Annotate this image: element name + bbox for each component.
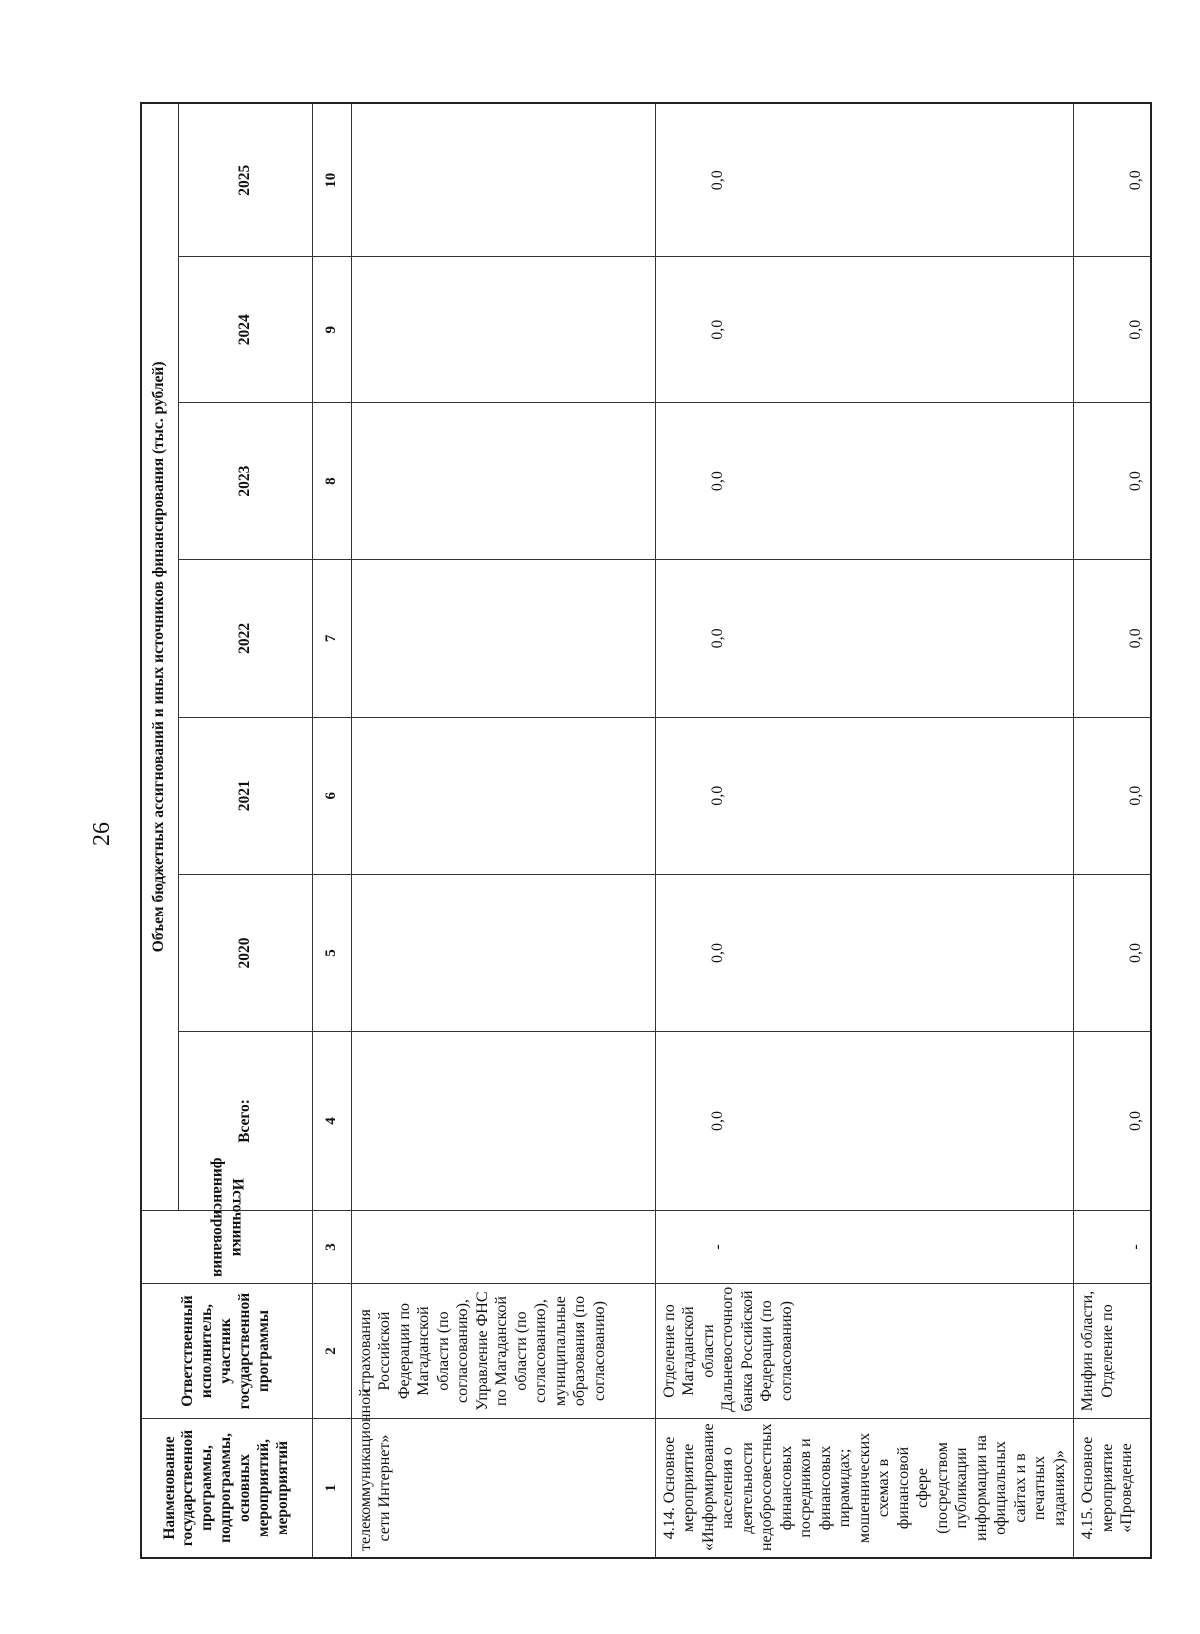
row-value bbox=[351, 103, 655, 257]
row-value: 0,0 bbox=[1074, 257, 1151, 402]
header-year: 2023 bbox=[178, 402, 312, 559]
column-number: 7 bbox=[312, 560, 351, 717]
row-value: 0,0 bbox=[655, 560, 1074, 717]
row-value bbox=[351, 1032, 655, 1211]
row-executor: страхования Российской Федерации по Магаданской области (по согласованию), Управление ФНС по Магаданской области (по согласованию), муниципальные образования (по согласованию) bbox=[351, 1284, 655, 1419]
header-total: Всего: bbox=[178, 1032, 312, 1211]
row-value: 0,0 bbox=[1074, 717, 1151, 874]
header-volume: Объем бюджетных ассигнований и иных источников финансирования (тыс. рублей) bbox=[141, 103, 178, 1210]
row-value: 0,0 bbox=[655, 402, 1074, 559]
header-sources bbox=[141, 1157, 312, 1283]
row-executor: Отделение по Магаданской области Дальневосточного банка Российской Федерации (по согласованию) bbox=[655, 1284, 1074, 1419]
row-source: - bbox=[1074, 1210, 1151, 1283]
table-row bbox=[655, 103, 1074, 1558]
column-number: 9 bbox=[312, 257, 351, 402]
column-number: 4 bbox=[312, 1032, 351, 1211]
column-number: 5 bbox=[312, 874, 351, 1031]
row-name: 4.15. Основное мероприятие «Проведение bbox=[1074, 1418, 1151, 1558]
row-name: телекоммуникационной сети Интернет» bbox=[351, 1418, 655, 1558]
header-executor: Ответственный исполнитель, участник государственной программы bbox=[141, 1284, 312, 1419]
header-sources-text: Источники финансирования bbox=[209, 1157, 246, 1278]
header-name: Наименование государственной программы, подпрограммы, основных мероприятий, мероприятий bbox=[141, 1418, 312, 1558]
budget-table bbox=[140, 102, 1152, 1559]
header-year: 2025 bbox=[178, 103, 312, 257]
row-value: 0,0 bbox=[1074, 874, 1151, 1031]
row-name: 4.14. Основное мероприятие «Информирование населения о деятельности недобросовестных финансовых посредников и финансовых пирамидах; мошеннических схемах в финансовой сфере (посредством публикации информации на официальных сайтах и в печатных изданиях)» bbox=[655, 1418, 1074, 1558]
column-number: 10 bbox=[312, 103, 351, 257]
page-number: 26 bbox=[89, 822, 115, 846]
header-year: 2020 bbox=[178, 874, 312, 1031]
row-value bbox=[351, 560, 655, 717]
row-value: 0,0 bbox=[655, 103, 1074, 257]
header-year: 2024 bbox=[178, 257, 312, 402]
row-value: 0,0 bbox=[655, 874, 1074, 1031]
column-number: 8 bbox=[312, 402, 351, 559]
row-value: 0,0 bbox=[655, 257, 1074, 402]
header-year: 2022 bbox=[178, 560, 312, 717]
row-value: 0,0 bbox=[1074, 560, 1151, 717]
row-value: 0,0 bbox=[1074, 103, 1151, 257]
table-row bbox=[351, 103, 655, 1558]
row-value bbox=[351, 717, 655, 874]
column-number: 6 bbox=[312, 717, 351, 874]
table-row bbox=[1074, 103, 1151, 1558]
row-value bbox=[351, 874, 655, 1031]
row-value: 0,0 bbox=[655, 1032, 1074, 1211]
column-number: 2 bbox=[312, 1284, 351, 1419]
column-number: 3 bbox=[312, 1210, 351, 1283]
budget-table-rotated bbox=[140, 102, 1145, 1559]
row-value: 0,0 bbox=[1074, 402, 1151, 559]
row-value: 0,0 bbox=[655, 717, 1074, 874]
row-value bbox=[351, 402, 655, 559]
row-executor: Минфин области, Отделение по bbox=[1074, 1284, 1151, 1419]
row-source bbox=[351, 1210, 655, 1283]
row-value bbox=[351, 257, 655, 402]
column-number: 1 bbox=[312, 1418, 351, 1558]
row-source: - bbox=[655, 1210, 1074, 1283]
row-value: 0,0 bbox=[1074, 1032, 1151, 1211]
header-year: 2021 bbox=[178, 717, 312, 874]
